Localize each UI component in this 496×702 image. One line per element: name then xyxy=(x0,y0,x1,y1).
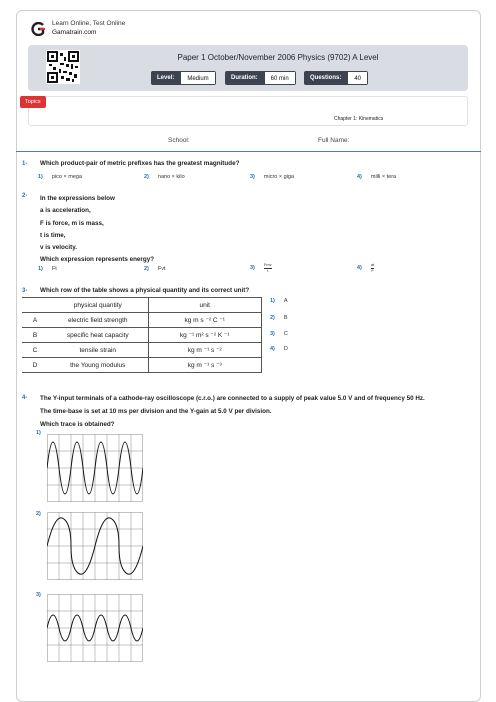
level-value: Medium xyxy=(180,71,215,85)
level-label: Level: xyxy=(151,71,180,85)
questions-pill xyxy=(304,71,368,85)
table-row: B specific heat capacity kg ⁻¹ m² s ⁻² K ⁻¹ xyxy=(22,328,262,343)
full-name-field: Full Name: xyxy=(318,137,350,144)
trace-option-label[interactable]: 1) xyxy=(36,430,41,436)
gamatrain-logo-icon xyxy=(30,22,46,36)
q3-option-3[interactable]: 3) C xyxy=(270,331,288,337)
q1-option-3[interactable]: 3) micro × giga xyxy=(250,174,295,180)
table-row: D the Young modulus kg m ⁻¹ s ⁻³ xyxy=(22,358,262,373)
q2-option-2[interactable]: 2) Fvt xyxy=(144,266,166,272)
paper-title: Paper 1 October/November 2006 Physics (9702) A Level xyxy=(177,53,379,62)
table-header: unit xyxy=(148,298,262,313)
q2-option-3[interactable]: 3) Fmv t xyxy=(250,262,272,273)
q2-option-4[interactable]: 4) at F xyxy=(357,262,375,273)
table-row: A electric field strength kg m s ⁻² C ⁻¹ xyxy=(22,313,262,328)
question-number: 3- xyxy=(22,288,28,294)
trace-option-label[interactable]: 3) xyxy=(36,592,41,598)
question-text: Which product-pair of metric prefixes has the greatest magnitude? xyxy=(40,160,240,167)
units-table xyxy=(22,297,262,373)
school-field: School: xyxy=(168,137,190,144)
duration-label: Duration: xyxy=(225,71,264,85)
question-number: 2- xyxy=(22,193,28,199)
question-text: Which row of the table shows a physical quantity and its correct unit? xyxy=(40,287,250,294)
trace-option-label[interactable]: 2) xyxy=(36,511,41,517)
q3-option-1[interactable]: 1) A xyxy=(270,298,288,304)
q3-option-2[interactable]: 2) B xyxy=(270,315,288,321)
questions-label: Questions: xyxy=(304,71,347,85)
q3-option-4[interactable]: 4) D xyxy=(270,346,288,352)
q1-option-1[interactable]: 1) pico × mega xyxy=(38,174,83,180)
chapter-label[interactable]: Chapter 1: Kinematics xyxy=(334,116,384,122)
question-text: In the expressions below a is acceleration, F is force, m is mass, t is time, v is velocity. Which expression represents energy? xyxy=(40,195,155,264)
questions-value: 40 xyxy=(347,71,368,85)
q1-option-2[interactable]: 2) nano × kilo xyxy=(144,174,185,180)
duration-value: 60 min xyxy=(264,71,296,85)
table-header: physical quantity xyxy=(48,298,148,313)
duration-pill xyxy=(225,71,296,85)
table-header-row xyxy=(22,298,262,313)
topics-panel xyxy=(28,96,468,126)
brand-tagline: Learn Online, Test Online xyxy=(52,20,126,27)
topics-badge[interactable]: Topics xyxy=(20,96,46,108)
level-pill xyxy=(151,71,216,85)
oscilloscope-trace-2[interactable] xyxy=(47,512,143,580)
oscilloscope-trace-1[interactable] xyxy=(47,434,143,502)
question-number: 4- xyxy=(22,395,28,401)
question-number: 1- xyxy=(22,161,28,167)
brand-site[interactable]: Gamatrain.com xyxy=(52,29,97,36)
question-text: The Y-input terminals of a cathode-ray oscilloscope (c.r.o.) are connected to a supply of peak value 5.0 V and of frequency 50 Hz. The time-base is set at 10 ms per division and the Y-gain at 5.0 V per division. Which trace is obtained? xyxy=(40,395,425,428)
q1-option-4[interactable]: 4) milli × tera xyxy=(357,174,397,180)
table-row: C tensile strain kg m ⁻¹ s ⁻² xyxy=(22,343,262,358)
oscilloscope-trace-3[interactable] xyxy=(47,594,143,662)
section-divider xyxy=(16,151,481,152)
q2-option-1[interactable]: 1) Ft xyxy=(38,266,57,272)
